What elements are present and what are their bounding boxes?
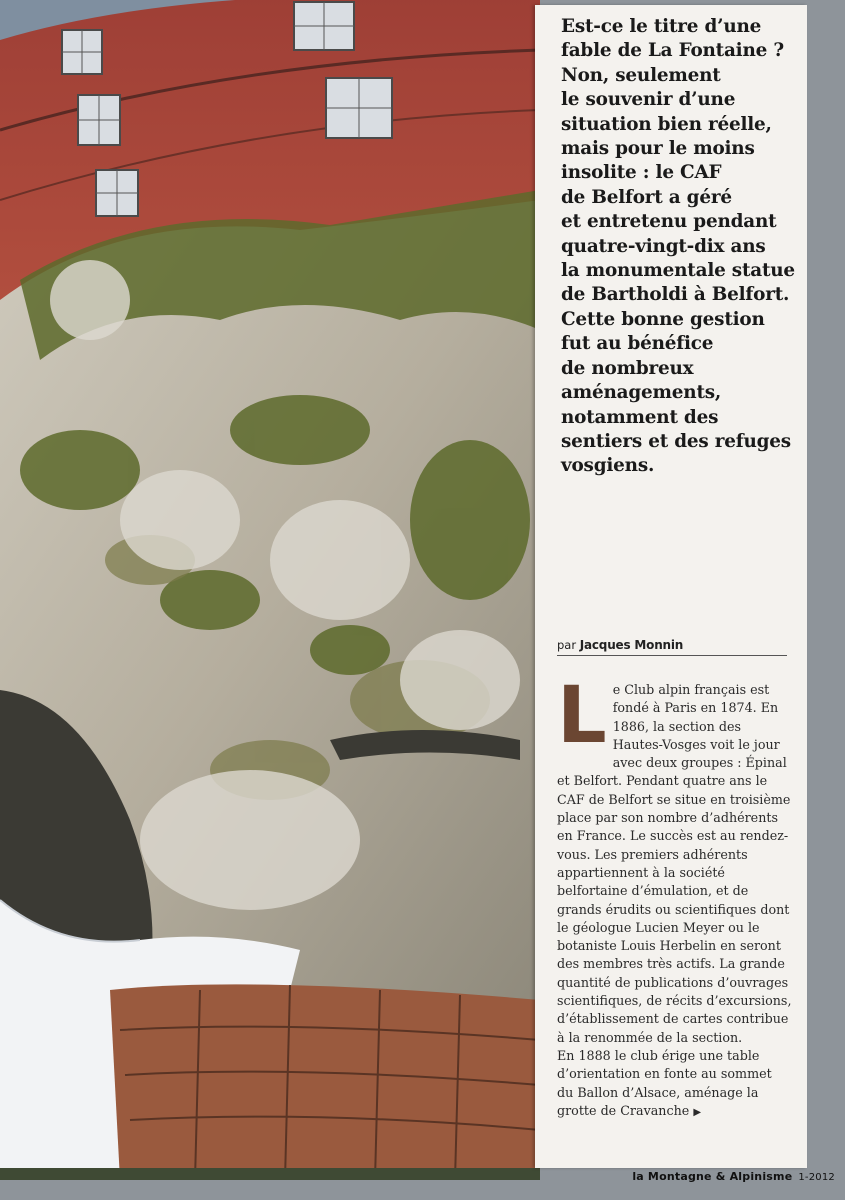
- paragraph-1: e Club alpin français est fondé à Paris en 1874. En 1886, la section des Hautes-Vosges voit le jour avec deux groupes : Épinal et Belfort. Pendant quatre ans le CAF de Belfort se situe en troisième place par son nombre d’adhérents en France. Le succès est au rendez-vous. Les premiers adhérents appartiennent à la société belfortaine d’émulation, et de grands érudits ou scientifiques dont le géologue Lucien Meyer ou le botaniste Louis Herbelin en seront des membres très actifs. La grande quantité de publications d’ouvrages scientifiques, de récits d’excursions, d’établissement de cartes contribue à la renommée de la section.: [557, 682, 792, 1045]
- page-footer: [632, 1170, 835, 1183]
- continue-arrow-icon: ▶: [693, 1106, 702, 1118]
- magazine-name: la Montagne & Alpinisme: [632, 1170, 793, 1183]
- byline-prefix: par: [557, 638, 577, 652]
- paragraph-2: En 1888 le club érige une table d’orientation en fonte au sommet du Ballon d’Alsace, aménage la grotte de Cravanche: [557, 1047, 772, 1118]
- issue-number: 1-2012: [798, 1172, 835, 1183]
- drop-cap: L: [557, 671, 607, 761]
- author-name: Jacques Monnin: [579, 638, 684, 652]
- article-column: [535, 5, 807, 1168]
- article-body: [557, 671, 792, 1122]
- article-lead: Est-ce le titre d’une fable de La Fontaine ? Non, seulement le souvenir d’une situation bien réelle, mais pour le moins insolite : le CAF de Belfort a géré et entretenu pendant quatre-vingt-dix ans la monumentale statue de Bartholdi à Belfort. Cette bonne gestion fut au bénéfice de nombreux aménagements, notamment des sentiers et des refuges vosgiens.: [561, 16, 795, 477]
- byline: [557, 638, 787, 656]
